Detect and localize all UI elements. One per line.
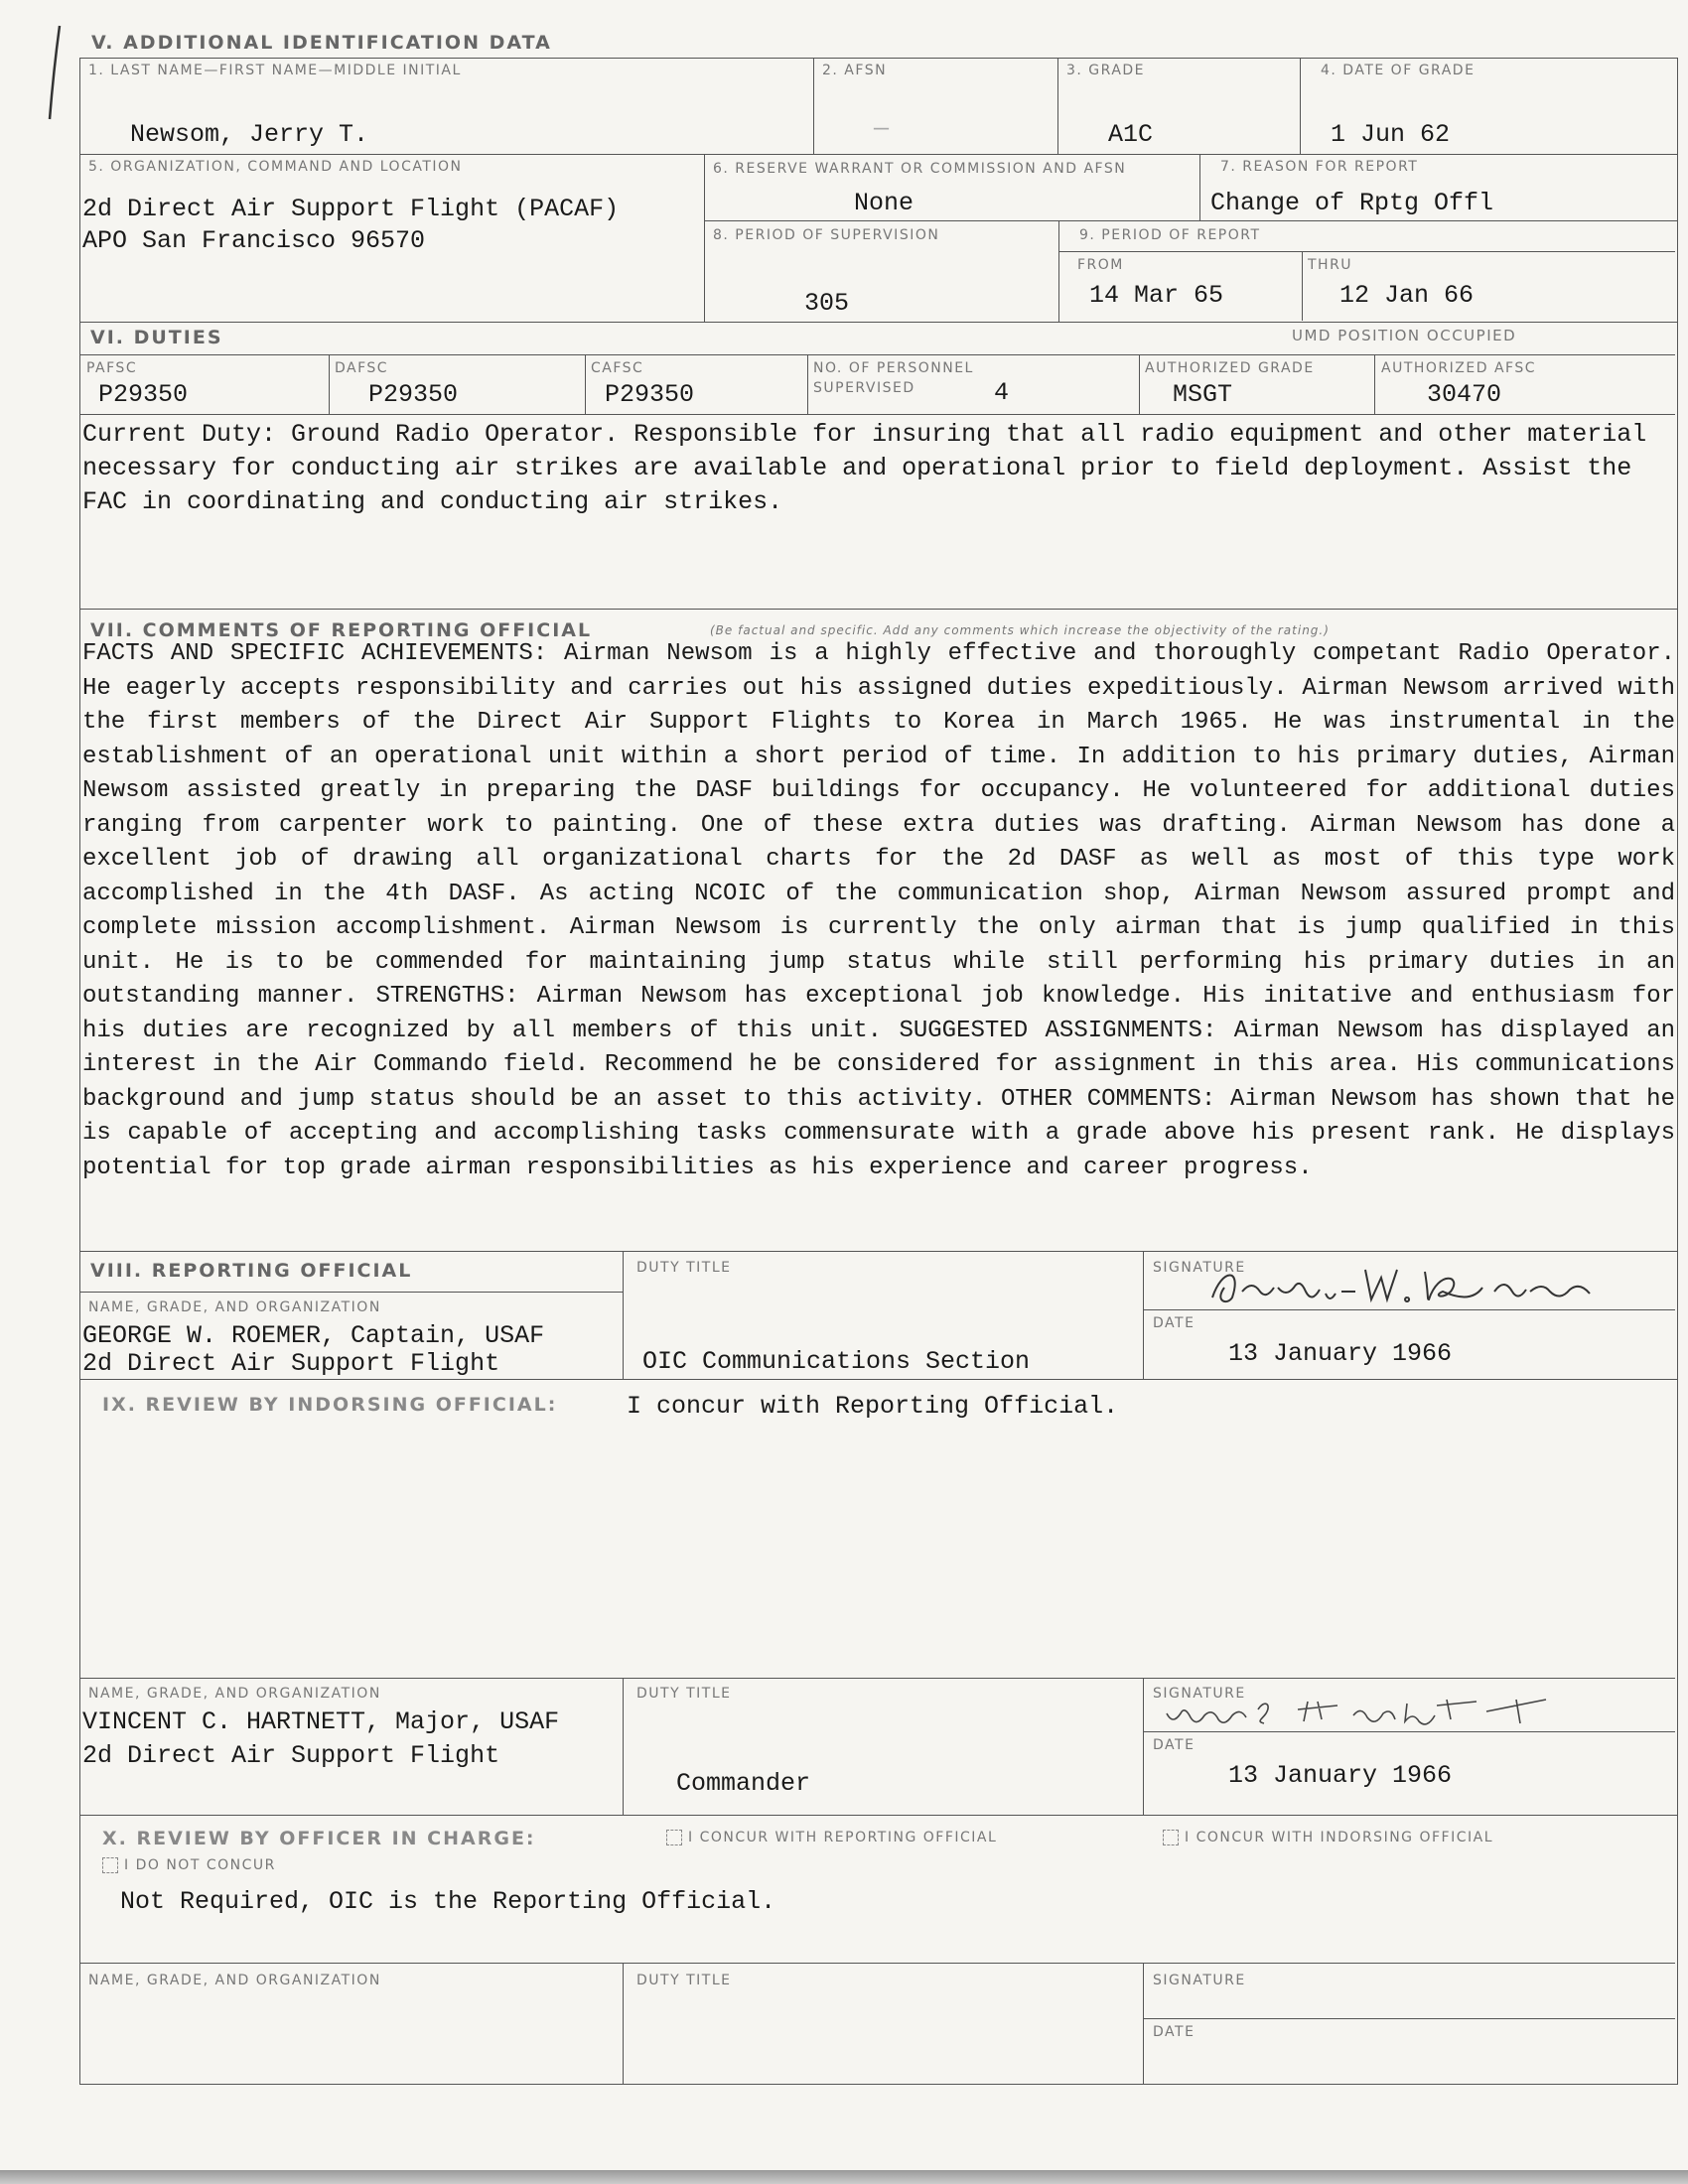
section-10-title: X. REVIEW BY OFFICER IN CHARGE: bbox=[102, 1828, 536, 1849]
field-afsn: 2. AFSN — bbox=[813, 58, 1058, 155]
field-grade: 3. GRADE A1C bbox=[1057, 58, 1301, 155]
performance-report-form bbox=[79, 28, 1678, 2083]
name-value: Newsom, Jerry T. bbox=[130, 120, 369, 149]
margin-pen-mark bbox=[38, 20, 68, 129]
checkbox-do-not-concur[interactable] bbox=[102, 1857, 118, 1873]
field-name: 1. LAST NAME—FIRST NAME—MIDDLE INITIAL Newsom, Jerry T. bbox=[79, 58, 814, 155]
section-9: IX. REVIEW BY INDORSING OFFICIAL: I concur with Reporting Official. NAME, GRADE, AND ORGANIZATION VINCENT C. HARTNETT, Major, USAF 2d Direct Air Support Flight DUTY TITLE Commander SIGNATURE DATE 13 January 1966 bbox=[79, 1379, 1678, 1816]
oic-comment: Not Required, OIC is the Reporting Official. bbox=[120, 1887, 776, 1916]
field-period: 9. PERIOD OF REPORT FROM 14 Mar 65 THRU 12 Jan 66 bbox=[1058, 220, 1678, 323]
field-reason: 7. REASON FOR REPORT Change of Rptg Offl bbox=[1199, 154, 1678, 221]
checkbox-concur-indorsing[interactable] bbox=[1163, 1830, 1179, 1845]
section-6: VI. DUTIES UMD POSITION OCCUPIED PAFSC P29350 DAFSC P29350 CAFSC P29350 NO. OF PERSONNEL SUPERVISED 4 AUTHORIZED GRADE MSGT AUTHORIZED AFSC 30470 Current Duty: Ground Radio Operator. Responsible for insuring that all radio equipment and other material necessary for conducting air strikes are available and operational prior to field deployment. Assist the FAC in coordinating and conducting air strikes. bbox=[79, 322, 1678, 610]
section-8: VIII. REPORTING OFFICIAL NAME, GRADE, AND ORGANIZATION GEORGE W. ROEMER, Captain, USAF 2d Direct Air Support Flight DUTY TITLE OIC Communications Section SIGNATURE DATE 13 January 1966 bbox=[79, 1251, 1678, 1380]
section-8-title: VIII. REPORTING OFFICIAL bbox=[90, 1260, 413, 1282]
indorsing-comment: I concur with Reporting Official. bbox=[627, 1392, 1119, 1421]
section-6-title: VI. DUTIES bbox=[90, 327, 223, 348]
option-do-not-concur: I DO NOT CONCUR bbox=[102, 1857, 276, 1873]
option-concur-indorsing: I CONCUR WITH INDORSING OFFICIAL bbox=[1163, 1830, 1493, 1845]
section-9-title: IX. REVIEW BY INDORSING OFFICIAL: bbox=[102, 1394, 558, 1416]
field-organization: 5. ORGANIZATION, COMMAND AND LOCATION 2d Direct Air Support Flight (PACAF) APO San Francisco 96570 bbox=[79, 154, 705, 323]
section-7-title: VII. COMMENTS OF REPORTING OFFICIAL bbox=[90, 619, 593, 641]
option-concur-reporting: I CONCUR WITH REPORTING OFFICIAL bbox=[666, 1830, 997, 1845]
duty-description: Current Duty: Ground Radio Operator. Responsible for insuring that all radio equipment and other material necessary for conducting air strikes are available and operational prior to field deployment. Assist the FAC in coordinating and conducting air strikes. bbox=[82, 420, 1647, 516]
grade-value: A1C bbox=[1108, 120, 1154, 149]
section-10: X. REVIEW BY OFFICER IN CHARGE: I CONCUR WITH REPORTING OFFICIAL I CONCUR WITH INDORSING OFFICIAL I DO NOT CONCUR Not Required, OIC is the Reporting Official. NAME, GRADE, AND ORGANIZATION DUTY TITLE SIGNATURE DATE bbox=[79, 1815, 1678, 2085]
reporting-comments: FACTS AND SPECIFIC ACHIEVEMENTS: Airman Newsom is a highly effective and thoroughly competant Radio Operator. He eagerly accepts responsibility and carries out his assigned duties expeditiously. Airman Newsom arrived with the first members of the Direct Air Support Flights to Korea in March 1965. He was instrumental in the establishment of an operational unit within a short period of time. In addition to his primary duties, Airman Newsom assisted greatly in preparing the DASF buildings for occupancy. He volunteered for additional duties ranging from carpenter work to painting. One of these extra duties was drafting. Airman Newsom has done a excellent job of drawing all organizational charts for the 2d DASF as well as most of this type work accomplished in the 4th DASF. As acting NCOIC of the communication shop, Airman Newsom assured prompt and complete mission accomplishment. Airman Newsom is currently the only airman that is jump qualified in this unit. He is to be commended for maintaining jump status while still performing his primary duties in an outstanding manner. STRENGTHS: Airman Newsom has exceptional job knowledge. His initative and enthusiasm for his duties are recognized by all members of this unit. SUGGESTED ASSIGNMENTS: Airman Newsom has displayed an interest in the Air Commando field. Recommend he be considered for assignment in this area. His communications background and jump status should be an asset to this activity. OTHER COMMENTS: Airman Newsom has shown that he is capable of accepting and accomplishing tasks commensurate with a grade above his present rank. He displays potential for top grade airman responsibilities as his experience and career progress. bbox=[82, 640, 1675, 1181]
section-5-title: V. ADDITIONAL IDENTIFICATION DATA bbox=[91, 32, 552, 54]
section-7: VII. COMMENTS OF REPORTING OFFICIAL (Be factual and specific. Add any comments which increase the objectivity of the rating.) FACTS AND SPECIFIC ACHIEVEMENTS: Airman Newsom is a highly effective and thoroughly competant Radio Operator. He eagerly accepts responsibility and carries out his assigned duties expeditiously. Airman Newsom arrived with the first members of the Direct Air Support Flights to Korea in March 1965. He was instrumental in the establishment of an operational unit within a short period of time. In addition to his primary duties, Airman Newsom assisted greatly in preparing the DASF buildings for occupancy. He volunteered for additional duties ranging from carpenter work to painting. One of these extra duties was drafting. Airman Newsom has done a excellent job of drawing all organizational charts for the 2d DASF as well as most of this type work accomplished in the 4th DASF. As acting NCOIC of the communication shop, Airman Newsom assured prompt and complete mission accomplishment. Airman Newsom is currently the only airman that is jump qualified in this unit. He is to be commended for maintaining jump status while still performing his primary duties in an outstanding manner. STRENGTHS: Airman Newsom has exceptional job knowledge. His initative and enthusiasm for his duties are recognized by all members of this unit. SUGGESTED ASSIGNMENTS: Airman Newsom has displayed an interest in the Air Commando field. Recommend he be considered for assignment in this area. His communications background and jump status should be an asset to this activity. OTHER COMMENTS: Airman Newsom has shown that he is capable of accepting and accomplishing tasks commensurate with a grade above his present rank. He displays potential for top grade airman responsibilities as his experience and career progress. bbox=[79, 609, 1678, 1252]
field-date-of-grade: 4. DATE OF GRADE 1 Jun 62 bbox=[1300, 58, 1678, 155]
scan-edge bbox=[0, 2170, 1688, 2184]
field-reserve: 6. RESERVE WARRANT OR COMMISSION AND AFSN None bbox=[704, 154, 1200, 221]
roemer-signature bbox=[1202, 1258, 1619, 1311]
checkbox-concur-reporting[interactable] bbox=[666, 1830, 682, 1845]
date-of-grade-value: 1 Jun 62 bbox=[1331, 120, 1451, 149]
field-supervision: 8. PERIOD OF SUPERVISION 305 bbox=[704, 220, 1059, 323]
hartnett-signature bbox=[1159, 1696, 1616, 1735]
afsn-value: — bbox=[874, 114, 890, 143]
